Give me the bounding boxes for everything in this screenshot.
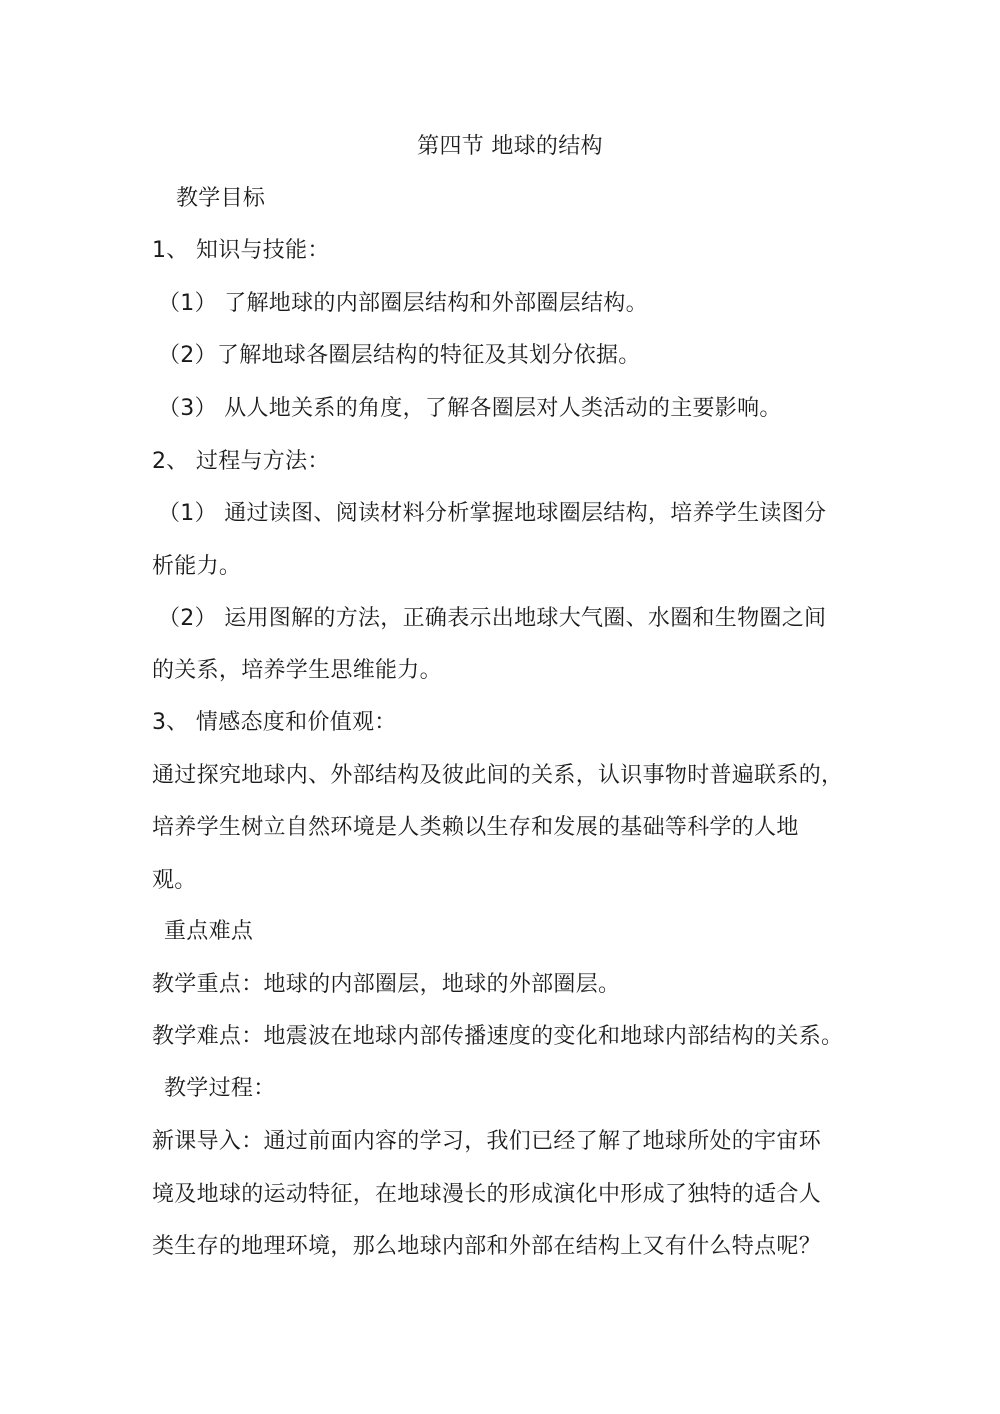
values-text: 培养学生树立自然环境是人类赖以生存和发展的基础等科学的人地 [152,815,799,840]
process-heading: 教学过程： [164,1076,276,1101]
objective-point: （3） 从人地关系的角度，了解各圈层对人类活动的主要影响。 [158,396,782,421]
process-point-continued: 的关系，培养学生思维能力。 [152,658,442,683]
process-point: （2） 运用图解的方法，正确表示出地球大气圈、水圈和生物圈之间 [158,606,827,631]
values-text: 通过探究地球内、外部结构及彼此间的关系，认识事物时普遍联系的， [152,763,844,788]
page-title: 第四节 地球的结构 [417,134,603,159]
process-point-continued: 析能力。 [152,554,242,579]
values-text: 观。 [152,868,197,893]
objective-point: （2）了解地球各圈层结构的特征及其划分依据。 [158,343,641,368]
intro-text: 境及地球的运动特征，在地球漫长的形成演化中形成了独特的适合人 [152,1182,822,1207]
objectives-heading: 教学目标 [176,186,266,211]
objective-point: （1） 了解地球的内部圈层结构和外部圈层结构。 [158,291,648,316]
intro-text: 类生存的地理环境，那么地球内部和外部在结构上又有什么特点呢？ [152,1234,822,1259]
intro-text: 新课导入：通过前面内容的学习，我们已经了解了地球所处的宇宙环 [152,1129,822,1154]
key-point: 教学重点：地球的内部圈层，地球的外部圈层。 [152,972,621,997]
process-point: （1） 通过读图、阅读材料分析掌握地球圈层结构，培养学生读图分 [158,501,827,526]
knowledge-skills-heading: 1、 知识与技能： [152,238,330,263]
keypoints-heading: 重点难点 [164,919,254,944]
difficult-point: 教学难点：地震波在地球内部传播速度的变化和地球内部结构的关系。 [152,1024,844,1049]
values-heading: 3、 情感态度和价值观： [152,710,397,735]
process-method-heading: 2、 过程与方法： [152,449,330,474]
